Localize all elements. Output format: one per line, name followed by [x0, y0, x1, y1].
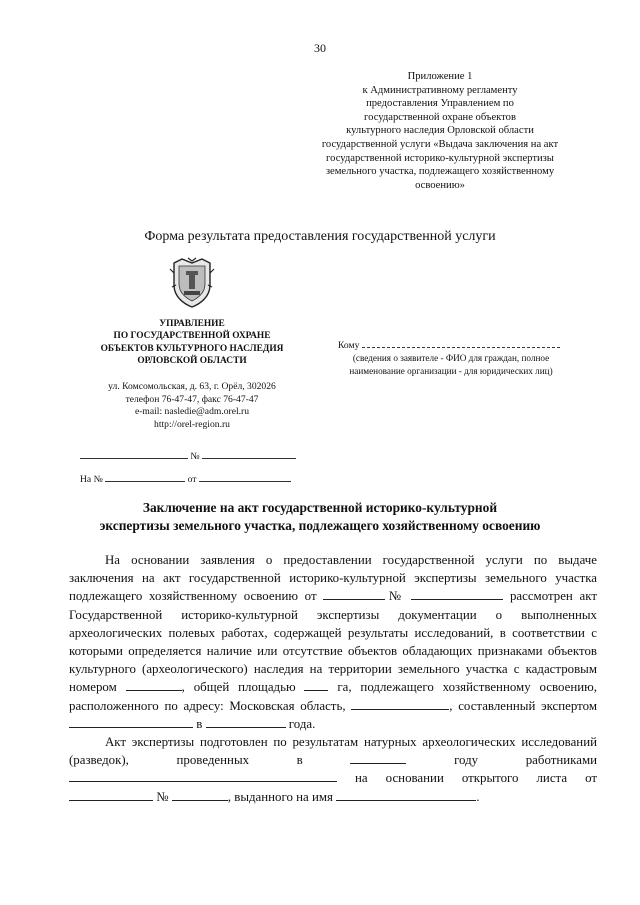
recipient-label: Кому [338, 340, 360, 351]
body-text: года. [288, 716, 316, 731]
org-name-line: ОБЪЕКТОВ КУЛЬТУРНОГО НАСЛЕДИЯ [100, 343, 284, 354]
coat-of-arms-icon [168, 257, 216, 309]
survey-year-blank[interactable] [350, 752, 406, 764]
reply-date-blank[interactable] [199, 472, 291, 482]
recipient-blank[interactable] [362, 339, 560, 348]
org-email: e-mail: nasledie@adm.orel.ru [134, 406, 250, 418]
appendix-line: Приложение 1 [407, 71, 473, 82]
body-text: на основании открытого листа от [355, 771, 597, 786]
body-text: Акт экспертизы подготовлен по результатам натурных археологических исследований (разведок), проведенных в [69, 735, 597, 768]
appendix-note [290, 70, 590, 192]
expert-date-blank[interactable] [206, 716, 286, 728]
appendix-line: государственной услуги «Выдача заключения на акт [321, 138, 559, 150]
document-body [69, 551, 597, 806]
appendix-line: освоению» [415, 179, 465, 191]
outgoing-date-blank[interactable] [80, 449, 188, 459]
body-text: , составленный экспертом [449, 698, 597, 713]
permit-holder-blank[interactable] [336, 789, 476, 801]
reply-number-blank[interactable] [105, 472, 185, 482]
permit-number-blank[interactable] [172, 789, 228, 801]
org-address: ул. Комсомольская, д. 63, г. Орёл, 302026 [108, 381, 276, 392]
recipient-note: (сведения о заявителе - ФИО для граждан, полное [352, 353, 550, 364]
permit-date-blank[interactable] [69, 789, 153, 801]
org-name-line: ПО ГОСУДАРСТВЕННОЙ ОХРАНЕ [113, 331, 271, 342]
page-number: 30 [314, 41, 326, 55]
organization-blank[interactable] [69, 770, 337, 782]
body-text: № [156, 789, 169, 804]
org-name-line: УПРАВЛЕНИЕ [159, 319, 225, 329]
application-number-blank[interactable] [411, 588, 503, 600]
appendix-line: к Административному регламенту [362, 84, 518, 96]
body-text: На основании заявления о предоставлении государственной услуги по выдаче заключения на акт государственной историко-культурной экспертизы земельного участка подлежащего хозяйственному освоению от [69, 553, 597, 604]
reply-number-line [80, 472, 291, 485]
number-sign: № [190, 451, 200, 462]
body-text: рассмотрен акт Государственной историко-культурной экспертизы документации о выполненных археологических полевых работах, содержащей результаты исследований, в соответствии с которыми определяется наличие или отсутствие объектов обладающих признаками объектов культурного (археологического) наследия на территории земельного участка с кадастровым номером [69, 589, 597, 695]
appendix-line: предоставления Управлением по [366, 98, 514, 110]
address-blank[interactable] [351, 698, 449, 710]
organization-contacts [80, 381, 304, 431]
document-title [0, 499, 640, 535]
appendix-line: государственной историко-культурной экспертизы [326, 152, 554, 164]
outgoing-number-blank[interactable] [202, 449, 296, 459]
body-text: , общей площадью [181, 680, 296, 695]
expert-blank[interactable] [69, 716, 193, 728]
document-title-line: экспертизы земельного участка, подлежащего хозяйственному освоению [99, 518, 541, 533]
form-title: Форма результата предоставления государственной услуги [144, 229, 496, 244]
org-name-line: ОРЛОВСКОЙ ОБЛАСТИ [137, 356, 247, 367]
body-text: № [385, 589, 405, 604]
org-website: http://orel-region.ru [154, 418, 230, 430]
recipient-note: наименование организации - для юридических лиц) [349, 365, 553, 376]
body-text: , выданного на имя [227, 789, 333, 804]
reply-prefix: На № [80, 474, 103, 485]
org-phone: телефон 76-47-47, факс 76-47-47 [125, 393, 259, 405]
reply-from-label: от [187, 474, 197, 485]
appendix-line: земельного участка, подлежащего хозяйственному [325, 166, 555, 178]
body-text: году работниками [454, 753, 598, 768]
application-date-blank[interactable] [323, 588, 385, 600]
appendix-line: государственной охране объектов [364, 111, 516, 123]
body-text: . [476, 789, 480, 804]
outgoing-number-line [80, 449, 296, 462]
document-title-line: Заключение на акт государственной историко-культурной [142, 500, 498, 515]
organization-name [80, 318, 304, 368]
body-paragraph [69, 733, 597, 806]
body-paragraph [69, 551, 597, 733]
area-blank[interactable] [304, 679, 328, 691]
body-text: в [196, 716, 203, 731]
appendix-line: культурного наследия Орловской области [346, 125, 534, 137]
body-text: га, подлежащего хозяйственному освоению, расположенного по адресу: Московская область, [69, 680, 597, 713]
cadastral-number-blank[interactable] [126, 679, 182, 691]
recipient-block [338, 339, 570, 377]
